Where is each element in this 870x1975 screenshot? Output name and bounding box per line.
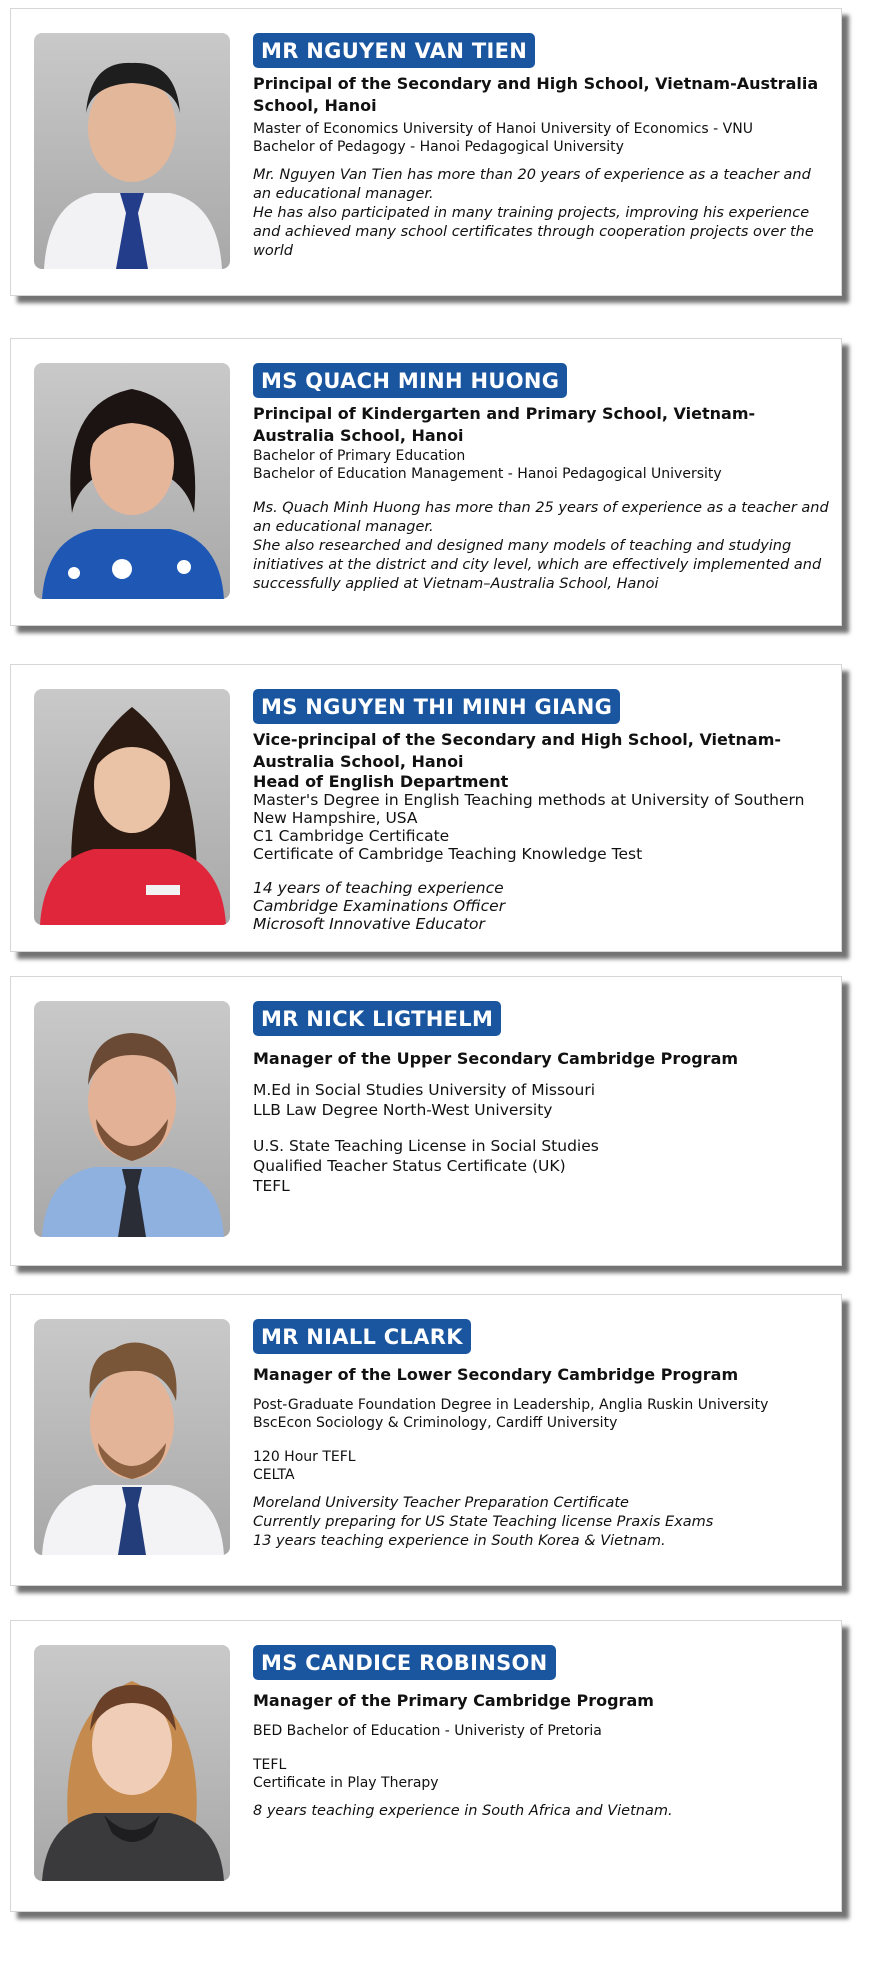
profile-card-nick-ligthelm [10,976,842,1266]
role-line: Head of English Department [253,772,509,791]
credential-line: BED Bachelor of Education - Univeristy of Pretoria [253,1723,602,1739]
credential-line: CELTA [253,1467,295,1483]
profile-title: Principal of Kindergarten and Primary School, Vietnam-Australia School, Hanoi [253,404,756,445]
credential-line: Certificate of Cambridge Teaching Knowledge Test [253,845,643,863]
profile-name-badge: MR NIALL CLARK [253,1319,471,1354]
profile-name-badge: MR NICK LIGTHELM [253,1001,501,1036]
credential-line: M.Ed in Social Studies University of Missouri [253,1081,596,1099]
bio-line: 13 years teaching experience in South Korea & Vietnam. [253,1533,666,1549]
credential-line: U.S. State Teaching License in Social Studies [253,1137,599,1155]
bio-line: He has also participated in many training projects, improving his experience and achieved many school certificates through cooperation projects over the world [253,205,814,259]
bio-line: 14 years of teaching experience [253,879,504,897]
bio-line: Cambridge Examinations Officer [253,897,506,915]
profile-title: Manager of the Upper Secondary Cambridge Program [253,1049,739,1068]
profile-content [253,689,833,933]
credential-line: Bachelor of Primary Education [253,448,466,464]
profile-name-badge: MS NGUYEN THI MINH GIANG [253,689,620,724]
credential-line: 120 Hour TEFL [253,1449,356,1465]
bio-line: Mr. Nguyen Van Tien has more than 20 years of experience as a teacher and an educational manager. [253,167,811,202]
bio-line: She also researched and designed many models of teaching and studying initiatives at the district and city level, which are effectively implemented and successfully applied at Vietnam–Australia School, Hanoi [253,538,822,592]
bio-line: 8 years teaching experience in South Africa and Vietnam. [253,1803,673,1819]
profile-name-badge: MR NGUYEN VAN TIEN [253,33,535,68]
bio-line: Moreland University Teacher Preparation Certificate [253,1495,629,1511]
credential-line: LLB Law Degree North-West University [253,1101,553,1119]
bio-line: Ms. Quach Minh Huong has more than 25 years of experience as a teacher and an educational manager. [253,500,829,535]
profile-card-nguyen-thi-minh-giang [10,664,842,952]
credential-line: TEFL [253,1177,290,1195]
profile-title: Manager of the Lower Secondary Cambridge Program [253,1365,739,1384]
profile-content [253,363,833,594]
portrait-photo [34,33,230,269]
profile-content [253,1001,833,1196]
credential-line: Post-Graduate Foundation Degree in Leadership, Anglia Ruskin University [253,1397,769,1413]
profile-title: Vice-principal of the Secondary and High School, Vietnam-Australia School, Hanoi [253,730,782,771]
profile-content [253,1645,833,1821]
credential-line: Certificate in Play Therapy [253,1775,439,1791]
portrait-photo [34,1001,230,1237]
profile-card-candice-robinson [10,1620,842,1912]
credential-line: Bachelor of Pedagogy - Hanoi Pedagogical University [253,139,624,155]
profile-card-niall-clark [10,1294,842,1586]
profile-content [253,33,833,261]
profile-title: Principal of the Secondary and High School, Vietnam-Australia School, Hanoi [253,74,819,115]
profile-card-quach-minh-huong [10,338,842,626]
portrait-photo [34,1319,230,1555]
bio-line: Currently preparing for US State Teaching license Praxis Exams [253,1514,714,1530]
portrait-photo [34,363,230,599]
credential-line: Master's Degree in English Teaching methods at University of Southern New Hampshire, USA [253,791,805,827]
profile-content [253,1319,833,1551]
portrait-photo [34,1645,230,1881]
profile-card-nguyen-van-tien [10,8,842,296]
credential-line: Qualified Teacher Status Certificate (UK) [253,1157,566,1175]
bio-line: Microsoft Innovative Educator [253,915,485,933]
credential-line: Master of Economics University of Hanoi University of Economics - VNU [253,121,753,137]
profile-name-badge: MS CANDICE ROBINSON [253,1645,556,1680]
credential-line: TEFL [253,1757,287,1773]
credential-line: C1 Cambridge Certificate [253,827,450,845]
portrait-photo [34,689,230,925]
credential-line: Bachelor of Education Management - Hanoi Pedagogical University [253,466,722,482]
profile-name-badge: MS QUACH MINH HUONG [253,363,567,398]
credential-line: BscEcon Sociology & Criminology, Cardiff University [253,1415,618,1431]
profile-title: Manager of the Primary Cambridge Program [253,1691,654,1710]
